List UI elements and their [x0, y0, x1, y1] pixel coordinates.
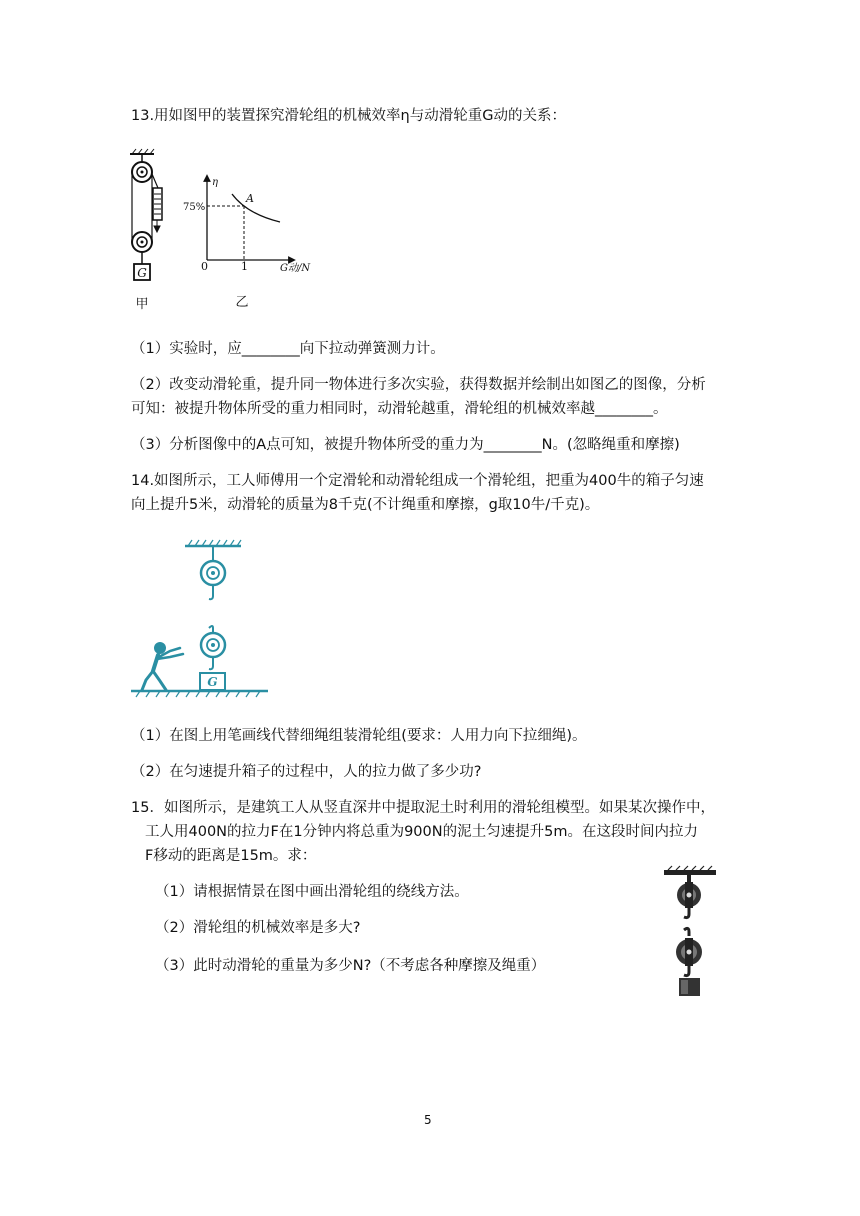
q15-part2: （2）滑轮组的机械效率是多大?: [155, 920, 361, 936]
q14-stem-line2: 向上提升5米，动滑轮的质量为8千克(不计绳重和摩擦，g取10牛/千克)。: [131, 497, 600, 513]
q13-part2-line2: 可知：被提升物体所受的重力相同时，动滑轮越重，滑轮组的机械效率越________。: [131, 401, 668, 417]
q13-efficiency-curve: [232, 194, 280, 222]
q13-part1: （1）实验时，应________向下拉动弹簧测力计。: [131, 341, 445, 357]
q13-stem: 13.用如图甲的装置探究滑轮组的机械效率η与动滑轮重G动的关系：: [131, 108, 566, 124]
q13-weight-label: G: [137, 266, 147, 280]
q13-part2-line1: （2）改变动滑轮重，提升同一物体进行多次实验，获得数据并绘制出如图乙的图像，分析: [131, 377, 706, 393]
q13-figure-yi: [183, 170, 332, 310]
q13-origin-label: 0: [201, 260, 208, 273]
q13-point-a-label: A: [246, 192, 254, 205]
q13-x-tick-label: 1: [241, 260, 248, 273]
q13-fig-yi-label: 乙: [235, 295, 249, 310]
worker-figure: [142, 642, 183, 690]
q13-y-tick-label: 75%: [183, 202, 206, 213]
q13-fig-jia-label: 甲: [135, 297, 149, 312]
q13-part3: （3）分析图像中的A点可知，被提升物体所受的重力为________N。(忽略绳重和摩擦): [131, 437, 680, 453]
q15-stem-line2: 工人用400N的拉力F在1分钟内将总重为900N的泥土匀速提升5m。在这段时间内拉力: [145, 824, 698, 840]
q13-figure-jia: [124, 148, 184, 316]
q15-part1: （1）请根据情景在图中画出滑轮组的绕线方法。: [155, 884, 469, 900]
page-number: 5: [424, 1113, 432, 1127]
q15-stem-line1: 15．如图所示，是建筑工人从竖直深井中提取泥土时利用的滑轮组模型。如果某次操作中，: [131, 800, 715, 816]
q13-x-axis-label: G动/N: [280, 263, 311, 274]
q13-y-axis-label: η: [212, 177, 218, 188]
q14-part1: （1）在图上用笔画线代替细绳组装滑轮组(要求：人用力向下拉细绳)。: [131, 728, 587, 744]
q14-box-label: G: [207, 675, 218, 689]
q15-part3: （3）此时动滑轮的重量为多少N?（不考虑各种摩擦及绳重）: [155, 958, 546, 974]
q14-figure: [128, 538, 273, 698]
q15-figure: [660, 866, 720, 1002]
q14-stem-line1: 14.如图所示，工人师傅用一个定滑轮和动滑轮组成一个滑轮组，把重为400牛的箱子匀速: [131, 473, 704, 489]
q14-part2: （2）在匀速提升箱子的过程中，人的拉力做了多少功?: [131, 764, 482, 780]
q15-stem-line3: F移动的距离是15m。求：: [145, 848, 317, 864]
